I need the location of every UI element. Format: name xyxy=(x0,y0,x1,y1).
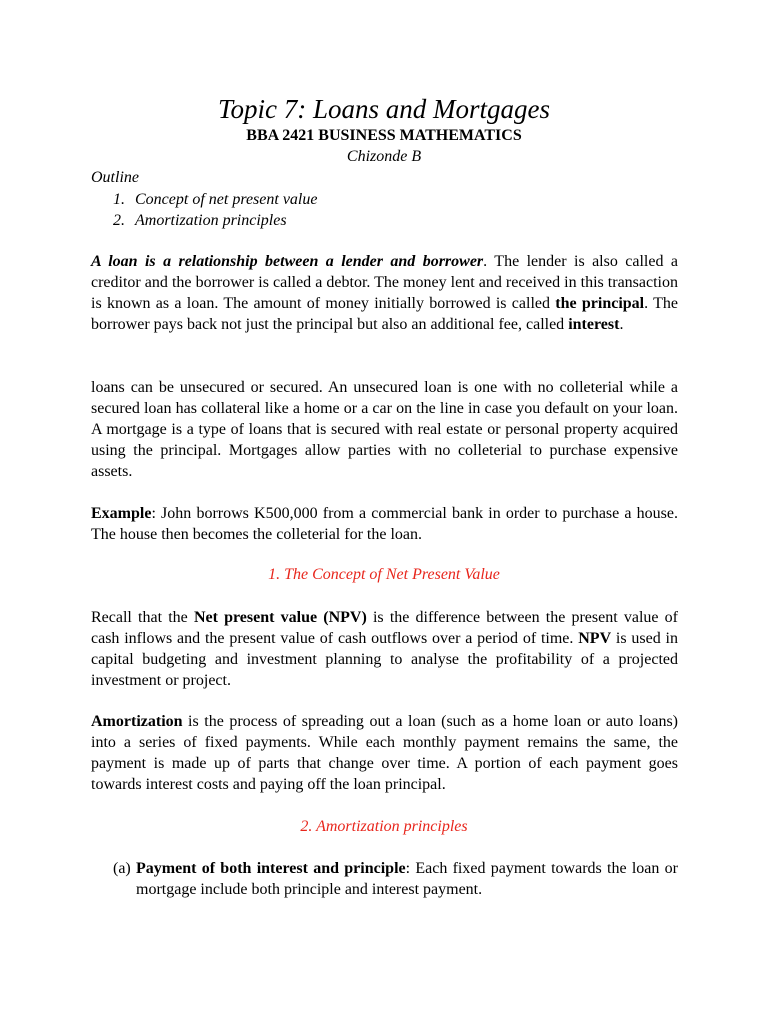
outline-item xyxy=(113,189,317,210)
outline-item-number: 1. xyxy=(113,191,125,208)
loan-definition-lead: A loan is a relationship between a lender and borrower xyxy=(91,253,484,270)
list-item-body: Payment of both interest and principle: Each fixed payment towards the loan or mortgage include both principle and interest payment. xyxy=(136,860,678,898)
example-label: Example xyxy=(91,505,152,522)
secured-loans-paragraph: loans can be unsecured or secured. An unsecured loan is one with no colleterial while a secured loan has collateral like a home or a car on the line in case you default on your loan. A mortgage is a type of loans that is secured with real estate or personal property acquired using the principal. Mortgages allow parties with no colleterial to purchase expensive assets. xyxy=(91,379,678,480)
example-paragraph: Example: John borrows K500,000 from a commercial bank in order to purchase a house. The house then becomes the colleterial for the loan. xyxy=(91,505,678,543)
npv-paragraph: Recall that the Net present value (NPV) is the difference between the present value of cash inflows and the present value of cash outflows over a period of time. NPV is used in capital budgeting and investment planning to analyse the profitability of a projected investment or project. xyxy=(91,609,679,689)
list-item-a xyxy=(113,858,678,900)
outline-item-text: Amortization principles xyxy=(135,212,287,229)
outline-list xyxy=(113,189,317,231)
course-name: BBA 2421 BUSINESS MATHEMATICS xyxy=(246,127,522,144)
author-name: Chizonde B xyxy=(346,148,422,165)
npv-abbrev: NPV xyxy=(578,630,612,647)
principal-term: the principal xyxy=(555,295,645,312)
interest-term: interest xyxy=(568,316,620,333)
outline-item xyxy=(113,210,317,231)
outline-heading: Outline xyxy=(91,169,139,186)
amortization-paragraph: Amortization is the process of spreading out a loan (such as a home loan or auto loans) into a series of fixed payments. While each monthly payment remains the same, the payment is made up of parts that change over time. A portion of each payment goes towards interest costs and paying off the loan principal. xyxy=(91,713,678,793)
amortization-term: Amortization xyxy=(91,713,183,730)
section-heading-npv: 1. The Concept of Net Present Value xyxy=(268,566,500,583)
list-item-title: Payment of both interest and principle xyxy=(136,860,406,877)
section-heading-amortization: 2. Amortization principles xyxy=(300,818,468,835)
npv-term: Net present value (NPV) xyxy=(193,609,367,626)
loan-definition-paragraph: A loan is a relationship between a lender and borrower. The lender is also called a creditor and the borrower is called a debtor. The money lent and received in this transaction is known as a loan. The amount of money initially borrowed is called the principal. The borrower pays back not just the principal but also an additional fee, called interest. xyxy=(91,253,679,333)
outline-item-text: Concept of net present value xyxy=(135,191,318,208)
outline-item-number: 2. xyxy=(113,212,125,229)
list-item-marker: (a) xyxy=(113,860,131,877)
document-title: Topic 7: Loans and Mortgages xyxy=(217,94,551,124)
